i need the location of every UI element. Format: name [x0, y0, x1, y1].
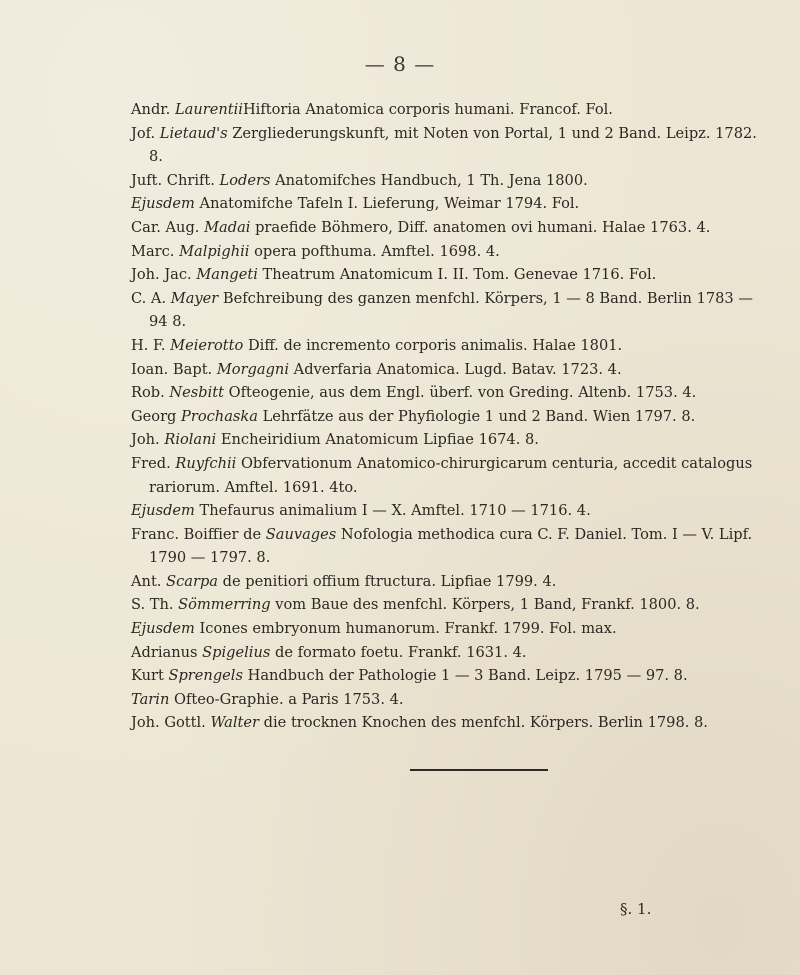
entry-author: Madai: [204, 218, 251, 236]
section-mark: §. 1.: [620, 900, 652, 918]
bibliography-entry: [131, 641, 771, 665]
entry-prefix: Marc.: [131, 242, 180, 260]
bibliography-entry: [131, 192, 771, 216]
entry-prefix: Adrianus: [131, 643, 203, 661]
entry-author: Sauvages: [265, 525, 337, 543]
bibliography-entry: [131, 428, 771, 452]
bibliography-entry: [131, 523, 771, 570]
entry-text: Ofteogenie, aus dem Engl. überf. von Greding. Altenb. 1753. 4.: [224, 384, 697, 402]
entry-author: Walter: [210, 714, 260, 732]
entry-author: Nesbitt: [169, 384, 225, 402]
bibliography-entry: [131, 664, 771, 688]
entry-text: Thefaurus animalium I — X. Amftel. 1710 — 1716. 4.: [194, 502, 591, 520]
entry-text: Theatrum Anatomicum I. II. Tom. Genevae 1716. Fol.: [257, 266, 657, 284]
bibliography-entry: [131, 405, 771, 429]
entry-author: Spigelius: [202, 643, 271, 661]
bibliography-entry: [131, 122, 771, 169]
entry-prefix: Jof.: [131, 124, 160, 142]
entry-author: Mangeti: [196, 266, 258, 284]
entry-prefix: Joh.: [131, 431, 165, 449]
bibliography-entry: [131, 499, 771, 523]
entry-author: Morgagni: [216, 360, 290, 378]
entry-text: praefide Böhmero, Diff. anatomen ovi humani. Halae 1763. 4.: [250, 218, 711, 236]
entry-author: Mayer: [170, 289, 219, 307]
entry-prefix: Kurt: [131, 667, 169, 685]
entry-author: Malpighii: [179, 242, 250, 260]
entry-text: Nofologia methodica cura C. F. Daniel. Tom. I — V. Lipf. 1790 — 1797. 8.: [149, 525, 753, 567]
bibliography-entry: [131, 240, 771, 264]
entry-author: Meierotto: [170, 336, 244, 354]
entry-author: Ruyfchii: [175, 454, 237, 472]
entry-prefix: Georg: [131, 407, 182, 425]
entry-author: Ejusdem: [131, 620, 195, 638]
bibliography-entry: [131, 287, 771, 334]
bibliography-entry: [131, 711, 771, 735]
entry-author: Laurentii: [174, 101, 243, 118]
entry-text: Diff. de incremento corporis animalis. Halae 1801.: [243, 336, 623, 354]
entry-prefix: Joh. Jac.: [131, 266, 197, 284]
entry-text: de penitiori offium ftructura. Lipfiae 1799. 4.: [217, 572, 557, 590]
entry-text: Lehrfätze aus der Phyfiologie 1 und 2 Band. Wien 1797. 8.: [257, 407, 696, 425]
entry-text: Icones embryonum humanorum. Frankf. 1799. Fol. max.: [194, 620, 617, 638]
entry-prefix: Andr.: [131, 101, 175, 118]
bibliography-entry: [131, 617, 771, 641]
bibliography-entry: [131, 216, 771, 240]
entry-prefix: S. Th.: [131, 596, 179, 614]
entry-text: Zergliederungskunft, mit Noten von Portal, 1 und 2 Band. Leipz. 1782. 8.: [149, 124, 757, 166]
bibliography-entry: [131, 688, 771, 712]
entry-prefix: C. A.: [131, 289, 171, 307]
bibliography-entry: [131, 593, 771, 617]
entry-text: Adverfaria Anatomica. Lugd. Batav. 1723. 4.: [289, 360, 622, 378]
bibliography-entry: [131, 452, 771, 499]
entry-author: Scarpa: [166, 572, 218, 590]
entry-author: Lietaud's: [159, 124, 228, 142]
entry-author: Ejusdem: [131, 502, 195, 520]
bibliography-entry: [131, 334, 771, 358]
entry-prefix: Fred.: [131, 454, 176, 472]
entry-text: Handbuch der Pathologie 1 — 3 Band. Leipz. 1795 — 97. 8.: [242, 667, 688, 685]
bibliography-list: [131, 98, 771, 735]
entry-author: Sömmerring: [178, 596, 271, 614]
entry-text: Hiftoria Anatomica corporis humani. Francof. Fol.: [242, 101, 613, 118]
bibliography-entry: [131, 263, 771, 287]
bibliography-entry: [131, 381, 771, 405]
entry-author: Loders: [219, 171, 271, 189]
entry-prefix: Franc. Boiffier de: [131, 525, 266, 543]
bibliography-entry: [131, 98, 771, 122]
section-divider: [410, 769, 548, 771]
entry-prefix: Rob.: [131, 384, 170, 402]
entry-author: Ejusdem: [131, 195, 195, 213]
entry-author: Sprengels: [168, 667, 243, 685]
entry-author: Tarin: [131, 690, 170, 708]
entry-author: Prochaska: [181, 407, 258, 425]
entry-prefix: Joh. Gottl.: [131, 714, 211, 732]
entry-text: Obfervationum Anatomico-chirurgicarum centuria, accedit catalogus rariorum. Amftel. 1691. 4to.: [149, 454, 753, 496]
entry-text: opera pofthuma. Amftel. 1698. 4.: [249, 242, 500, 260]
entry-text: Anatomifche Tafeln I. Lieferung, Weimar 1794. Fol.: [194, 195, 580, 213]
bibliography-entry: [131, 358, 771, 382]
entry-prefix: Juft. Chrift.: [131, 171, 220, 189]
entry-text: die trocknen Knochen des menfchl. Körpers. Berlin 1798. 8.: [259, 714, 708, 732]
entry-prefix: Ioan. Bapt.: [131, 360, 217, 378]
entry-prefix: Ant.: [131, 572, 167, 590]
bibliography-entry: [131, 570, 771, 594]
bibliography-entry: [131, 169, 771, 193]
entry-text: vom Baue des menfchl. Körpers, 1 Band, Frankf. 1800. 8.: [270, 596, 700, 614]
entry-prefix: Car. Aug.: [131, 218, 205, 236]
entry-text: Encheiridium Anatomicum Lipfiae 1674. 8.: [216, 431, 539, 449]
entry-text: Befchreibung des ganzen menfchl. Körpers, 1 — 8 Band. Berlin 1783 — 94 8.: [149, 289, 753, 331]
entry-author: Riolani: [164, 431, 217, 449]
entry-text: de formato foetu. Frankf. 1631. 4.: [270, 643, 527, 661]
entry-text: Anatomifches Handbuch, 1 Th. Jena 1800.: [270, 171, 588, 189]
entry-prefix: H. F.: [131, 336, 171, 354]
entry-text: Ofteo-Graphie. a Paris 1753. 4.: [169, 690, 404, 708]
page-number: — 8 —: [364, 52, 436, 76]
